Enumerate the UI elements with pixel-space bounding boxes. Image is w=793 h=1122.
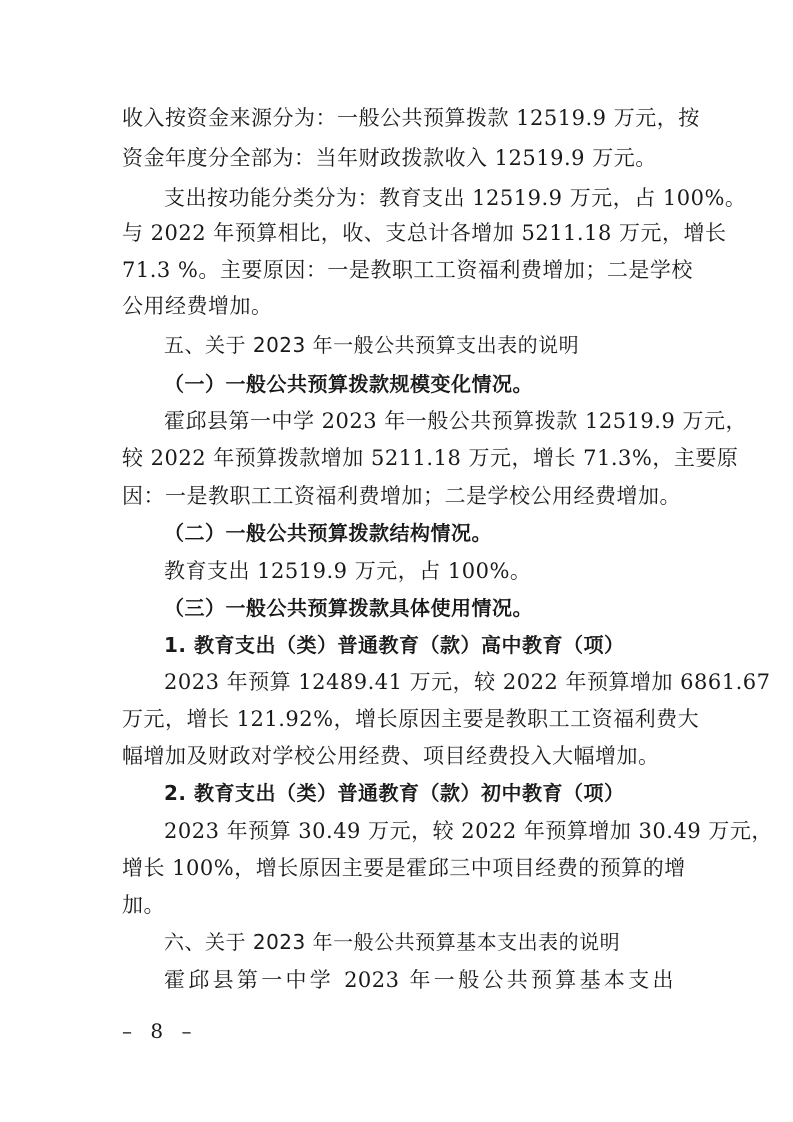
item-heading: 1. 教育支出（类）普通教育（款）高中教育（项） (164, 633, 625, 657)
subsection-heading: （二）一般公共预算拨款结构情况。 (164, 521, 492, 545)
text-line: 与 2022 年预算相比，收、支总计各增加 5211.18 万元，增长 (122, 221, 727, 245)
page-number: – 8 – (122, 1019, 198, 1043)
text-line: 资金年度分全部为：当年财政拨款收入 12519.9 万元。 (122, 146, 657, 170)
text-line: 收入按资金来源分为：一般公共预算拨款 12519.9 万元，按 (122, 106, 700, 130)
text-line: 公用经费增加。 (122, 294, 273, 318)
section-heading: 六、关于 2023 年一般公共预算基本支出表的说明 (164, 930, 621, 954)
text-line: 教育支出 12519.9 万元，占 100%。 (164, 559, 532, 583)
text-line: 万元，增长 121.92%，增长原因主要是教职工工资福利费大 (122, 707, 700, 731)
text-line: 2023 年预算 12489.41 万元，较 2022 年预算增加 6861.67 (164, 670, 771, 694)
text-line: 支出按功能分类分为：教育支出 12519.9 万元，占 100%。 (164, 186, 747, 210)
text-line: 幅增加及财政对学校公用经费、项目经费投入大幅增加。 (122, 744, 660, 768)
text-line: 霍邱县第一中学 2023 年一般公共预算拨款 12519.9 万元， (164, 409, 747, 433)
text-line: 2023 年预算 30.49 万元，较 2022 年预算增加 30.49 万元， (164, 819, 773, 843)
text-line: 增长 100%，增长原因主要是霍邱三中项目经费的预算的增 (122, 856, 686, 880)
text-line: 71.3 %。主要原因：一是教职工工资福利费增加；二是学校 (122, 258, 693, 282)
item-heading: 2. 教育支出（类）普通教育（款）初中教育（项） (164, 781, 625, 805)
text-line: 霍邱县第一中学 2023 年一般公共预算基本支出 (164, 968, 674, 992)
text-line: 较 2022 年预算拨款增加 5211.18 万元，增长 71.3%，主要原 (122, 446, 739, 470)
subsection-heading: （一）一般公共预算拨款规模变化情况。 (164, 372, 533, 396)
text-line: 因：一是教职工工资福利费增加；二是学校公用经费增加。 (122, 484, 681, 508)
section-heading: 五、关于 2023 年一般公共预算支出表的说明 (164, 333, 580, 357)
subsection-heading: （三）一般公共预算拨款具体使用情况。 (164, 596, 533, 620)
text-line: 加。 (122, 893, 165, 917)
